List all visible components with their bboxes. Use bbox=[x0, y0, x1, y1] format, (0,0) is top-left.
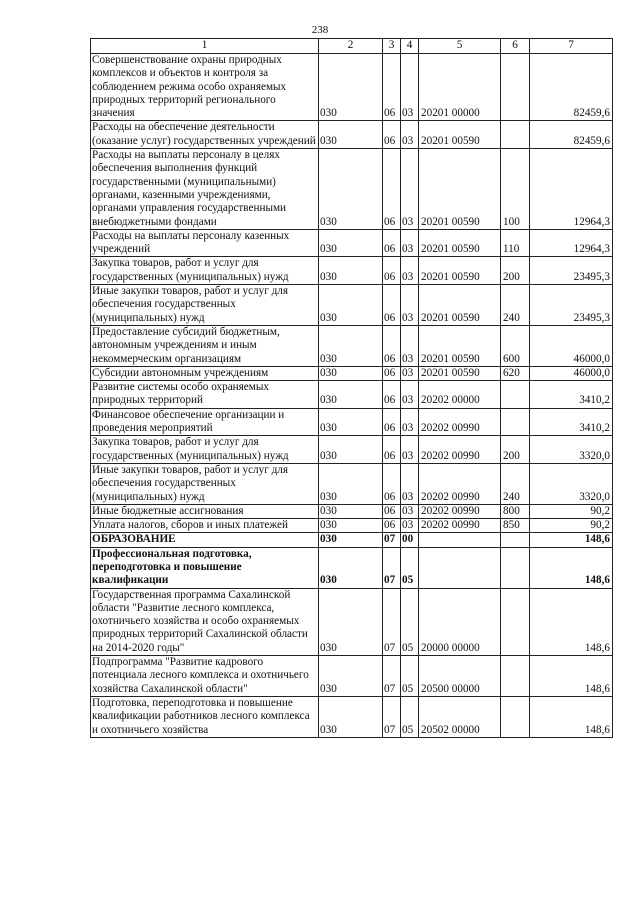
row-expense-type: 200 bbox=[501, 436, 530, 464]
row-name: Иные закупки товаров, работ и услуг для обеспечения государственных (муниципальных) нужд bbox=[91, 285, 319, 326]
row-amount: 82459,6 bbox=[530, 54, 613, 121]
table-row bbox=[91, 656, 613, 697]
row-amount: 3320,0 bbox=[530, 463, 613, 504]
row-expense-type bbox=[501, 656, 530, 697]
row-subsection: 03 bbox=[401, 257, 419, 285]
col-header-admin: 2 bbox=[319, 39, 383, 54]
row-section: 06 bbox=[383, 366, 401, 380]
table-row bbox=[91, 533, 613, 547]
row-expense-type bbox=[501, 408, 530, 436]
row-expense-type bbox=[501, 54, 530, 121]
col-header-section: 3 bbox=[383, 39, 401, 54]
row-expense-type: 620 bbox=[501, 366, 530, 380]
row-amount: 90,2 bbox=[530, 504, 613, 518]
table-row bbox=[91, 229, 613, 257]
table-row bbox=[91, 257, 613, 285]
row-subsection: 03 bbox=[401, 54, 419, 121]
row-target-article: 20202 00990 bbox=[419, 436, 501, 464]
row-section: 06 bbox=[383, 436, 401, 464]
row-subsection: 05 bbox=[401, 696, 419, 737]
table-row bbox=[91, 519, 613, 533]
row-amount: 148,6 bbox=[530, 696, 613, 737]
col-header-subsection: 4 bbox=[401, 39, 419, 54]
row-target-article: 20202 00990 bbox=[419, 519, 501, 533]
row-section: 06 bbox=[383, 285, 401, 326]
budget-table bbox=[90, 38, 613, 738]
row-target-article: 20201 00590 bbox=[419, 257, 501, 285]
row-name: Финансовое обеспечение организации и проведения мероприятий bbox=[91, 408, 319, 436]
row-amount: 3410,2 bbox=[530, 381, 613, 409]
row-name: Иные бюджетные ассигнования bbox=[91, 504, 319, 518]
row-admin-code: 030 bbox=[319, 588, 383, 655]
col-header-amount: 7 bbox=[530, 39, 613, 54]
table-row bbox=[91, 436, 613, 464]
row-admin-code: 030 bbox=[319, 257, 383, 285]
table-row bbox=[91, 366, 613, 380]
row-admin-code: 030 bbox=[319, 436, 383, 464]
row-expense-type: 600 bbox=[501, 325, 530, 366]
row-section: 06 bbox=[383, 519, 401, 533]
col-header-target: 5 bbox=[419, 39, 501, 54]
table-row bbox=[91, 504, 613, 518]
row-amount: 46000,0 bbox=[530, 366, 613, 380]
row-subsection: 03 bbox=[401, 149, 419, 230]
row-section: 07 bbox=[383, 696, 401, 737]
table-row bbox=[91, 325, 613, 366]
row-subsection: 05 bbox=[401, 588, 419, 655]
table-row bbox=[91, 285, 613, 326]
row-subsection: 05 bbox=[401, 656, 419, 697]
row-section: 06 bbox=[383, 257, 401, 285]
row-admin-code: 030 bbox=[319, 533, 383, 547]
row-section: 06 bbox=[383, 325, 401, 366]
row-subsection: 03 bbox=[401, 325, 419, 366]
row-amount: 23495,3 bbox=[530, 257, 613, 285]
row-amount: 90,2 bbox=[530, 519, 613, 533]
row-name: Подпрограмма "Развитие кадрового потенциала лесного комплекса и охотничьего хозяйства Сахалинской области" bbox=[91, 656, 319, 697]
row-admin-code: 030 bbox=[319, 408, 383, 436]
table-row bbox=[91, 54, 613, 121]
row-amount: 23495,3 bbox=[530, 285, 613, 326]
row-admin-code: 030 bbox=[319, 366, 383, 380]
row-name: Закупка товаров, работ и услуг для государственных (муниципальных) нужд bbox=[91, 436, 319, 464]
row-target-article: 20202 00990 bbox=[419, 504, 501, 518]
row-target-article: 20201 00590 bbox=[419, 149, 501, 230]
row-admin-code: 030 bbox=[319, 54, 383, 121]
header-row bbox=[91, 39, 613, 54]
row-admin-code: 030 bbox=[319, 696, 383, 737]
row-subsection: 03 bbox=[401, 229, 419, 257]
row-amount: 82459,6 bbox=[530, 121, 613, 149]
row-admin-code: 030 bbox=[319, 547, 383, 588]
table-row bbox=[91, 121, 613, 149]
table-row bbox=[91, 381, 613, 409]
row-subsection: 03 bbox=[401, 436, 419, 464]
row-amount: 12964,3 bbox=[530, 149, 613, 230]
row-target-article: 20000 00000 bbox=[419, 588, 501, 655]
row-target-article: 20201 00590 bbox=[419, 325, 501, 366]
row-section: 06 bbox=[383, 408, 401, 436]
row-expense-type: 200 bbox=[501, 257, 530, 285]
table-row bbox=[91, 463, 613, 504]
row-subsection: 03 bbox=[401, 504, 419, 518]
row-admin-code: 030 bbox=[319, 229, 383, 257]
row-subsection: 05 bbox=[401, 547, 419, 588]
col-header-name: 1 bbox=[91, 39, 319, 54]
row-name: Профессиональная подготовка, переподготовка и повышение квалификации bbox=[91, 547, 319, 588]
row-target-article: 20201 00590 bbox=[419, 285, 501, 326]
row-section: 06 bbox=[383, 463, 401, 504]
row-name: Иные закупки товаров, работ и услуг для обеспечения государственных (муниципальных) нужд bbox=[91, 463, 319, 504]
row-name: Подготовка, переподготовка и повышение квалификации работников лесного комплекса и охотничьего хозяйства bbox=[91, 696, 319, 737]
row-name: Государственная программа Сахалинской области "Развитие лесного комплекса, охотничьего хозяйства и особо охраняемых природных территорий Сахалинской области на 2014-2020 годы" bbox=[91, 588, 319, 655]
row-name: Совершенствование охраны природных комплексов и объектов и контроля за соблюдением режима особо охраняемых природных территорий регионального значения bbox=[91, 54, 319, 121]
row-admin-code: 030 bbox=[319, 285, 383, 326]
table-body bbox=[91, 54, 613, 738]
row-section: 07 bbox=[383, 656, 401, 697]
row-subsection: 03 bbox=[401, 121, 419, 149]
row-section: 07 bbox=[383, 547, 401, 588]
row-amount: 148,6 bbox=[530, 656, 613, 697]
row-expense-type: 110 bbox=[501, 229, 530, 257]
row-section: 07 bbox=[383, 533, 401, 547]
row-subsection: 03 bbox=[401, 463, 419, 504]
row-expense-type: 800 bbox=[501, 504, 530, 518]
page-number: 238 bbox=[311, 24, 329, 36]
row-expense-type: 850 bbox=[501, 519, 530, 533]
row-expense-type bbox=[501, 381, 530, 409]
row-amount: 12964,3 bbox=[530, 229, 613, 257]
row-name: Развитие системы особо охраняемых природных территорий bbox=[91, 381, 319, 409]
row-admin-code: 030 bbox=[319, 325, 383, 366]
col-header-expense: 6 bbox=[501, 39, 530, 54]
row-expense-type: 240 bbox=[501, 463, 530, 504]
row-subsection: 03 bbox=[401, 408, 419, 436]
row-expense-type bbox=[501, 533, 530, 547]
row-name: Расходы на выплаты персоналу в целях обеспечения выполнения функций государственными (муниципальными) органами, казенными учреждениями, органами управления государственными внебюджетными фондами bbox=[91, 149, 319, 230]
row-admin-code: 030 bbox=[319, 519, 383, 533]
row-name: Расходы на выплаты персоналу казенных учреждений bbox=[91, 229, 319, 257]
row-target-article: 20201 00590 bbox=[419, 229, 501, 257]
row-target-article bbox=[419, 547, 501, 588]
row-subsection: 03 bbox=[401, 519, 419, 533]
row-name: Уплата налогов, сборов и иных платежей bbox=[91, 519, 319, 533]
row-name: ОБРАЗОВАНИЕ bbox=[91, 533, 319, 547]
row-expense-type bbox=[501, 547, 530, 588]
row-name: Расходы на обеспечение деятельности (оказание услуг) государственных учреждений bbox=[91, 121, 319, 149]
row-section: 07 bbox=[383, 588, 401, 655]
row-admin-code: 030 bbox=[319, 381, 383, 409]
row-amount: 3320,0 bbox=[530, 436, 613, 464]
row-section: 06 bbox=[383, 149, 401, 230]
row-target-article: 20202 00990 bbox=[419, 463, 501, 504]
row-target-article: 20201 00590 bbox=[419, 366, 501, 380]
row-section: 06 bbox=[383, 381, 401, 409]
row-target-article: 20500 00000 bbox=[419, 656, 501, 697]
row-amount: 148,6 bbox=[530, 588, 613, 655]
row-target-article: 20202 00990 bbox=[419, 408, 501, 436]
table-row bbox=[91, 149, 613, 230]
row-expense-type: 100 bbox=[501, 149, 530, 230]
table-row bbox=[91, 408, 613, 436]
row-name: Предоставление субсидий бюджетным, автономным учреждениям и иным некоммерческим организациям bbox=[91, 325, 319, 366]
row-target-article: 20502 00000 bbox=[419, 696, 501, 737]
row-amount: 3410,2 bbox=[530, 408, 613, 436]
row-subsection: 03 bbox=[401, 381, 419, 409]
row-expense-type bbox=[501, 121, 530, 149]
row-admin-code: 030 bbox=[319, 656, 383, 697]
row-name: Субсидии автономным учреждениям bbox=[91, 366, 319, 380]
row-admin-code: 030 bbox=[319, 149, 383, 230]
row-amount: 148,6 bbox=[530, 547, 613, 588]
row-expense-type bbox=[501, 696, 530, 737]
table-row bbox=[91, 547, 613, 588]
row-section: 06 bbox=[383, 54, 401, 121]
row-target-article: 20201 00000 bbox=[419, 54, 501, 121]
row-section: 06 bbox=[383, 121, 401, 149]
row-subsection: 03 bbox=[401, 285, 419, 326]
table-row bbox=[91, 696, 613, 737]
row-amount: 46000,0 bbox=[530, 325, 613, 366]
row-section: 06 bbox=[383, 504, 401, 518]
row-admin-code: 030 bbox=[319, 121, 383, 149]
row-subsection: 03 bbox=[401, 366, 419, 380]
row-target-article: 20201 00590 bbox=[419, 121, 501, 149]
row-target-article bbox=[419, 533, 501, 547]
row-target-article: 20202 00000 bbox=[419, 381, 501, 409]
row-expense-type bbox=[501, 588, 530, 655]
row-expense-type: 240 bbox=[501, 285, 530, 326]
row-admin-code: 030 bbox=[319, 463, 383, 504]
row-admin-code: 030 bbox=[319, 504, 383, 518]
row-name: Закупка товаров, работ и услуг для государственных (муниципальных) нужд bbox=[91, 257, 319, 285]
row-amount: 148,6 bbox=[530, 533, 613, 547]
row-subsection: 00 bbox=[401, 533, 419, 547]
table-row bbox=[91, 588, 613, 655]
row-section: 06 bbox=[383, 229, 401, 257]
